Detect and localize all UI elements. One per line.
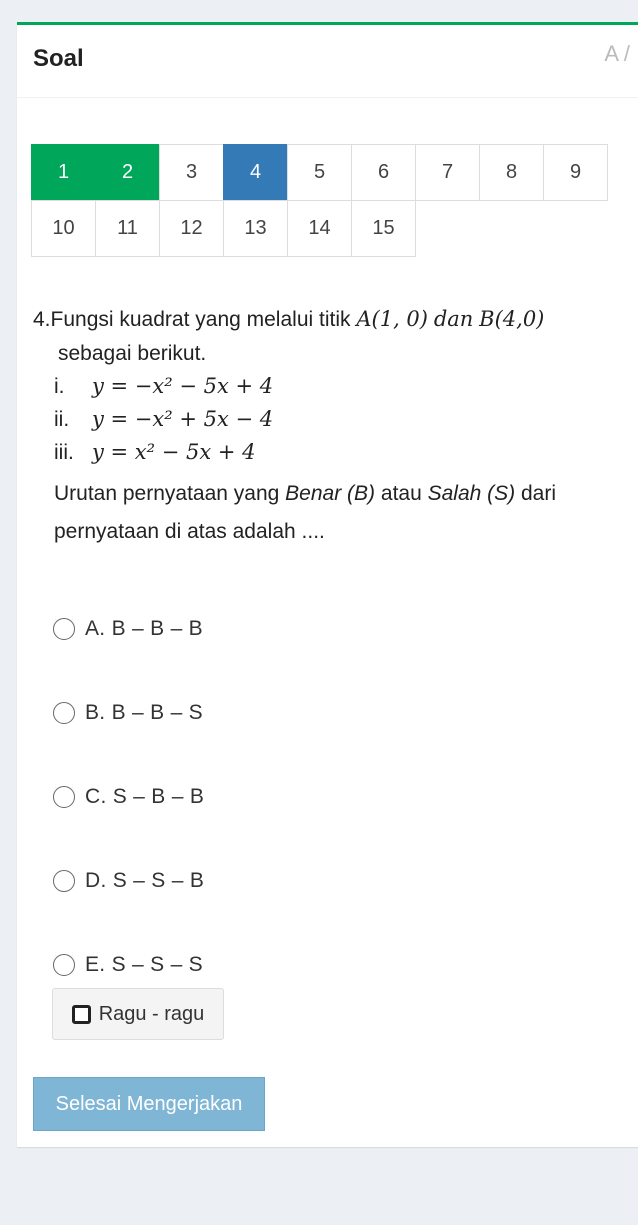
option-label: A. B – B – B xyxy=(85,617,203,640)
connector-word: dan xyxy=(433,307,474,331)
option-label: D. S – S – B xyxy=(85,869,205,892)
answer-option[interactable] xyxy=(53,587,204,671)
question-number: 4. xyxy=(33,308,51,331)
question-nav-2[interactable]: 2 xyxy=(95,144,160,201)
question-stem: Fungsi kuadrat yang melalui titik xyxy=(50,308,351,331)
statement-item xyxy=(33,374,633,399)
statement-list xyxy=(33,374,633,465)
radio-button[interactable] xyxy=(53,870,75,892)
ragu-ragu-button[interactable] xyxy=(52,988,224,1040)
font-size-control[interactable]: A / xyxy=(604,41,630,66)
question-text xyxy=(33,307,633,551)
question-nav-1[interactable]: 1 xyxy=(31,144,96,201)
question-nav-7[interactable]: 7 xyxy=(415,144,480,201)
point-b: B(4,0) xyxy=(479,307,545,331)
statement-formula: y = x² − 5x + 4 xyxy=(92,440,256,464)
answer-option[interactable] xyxy=(53,839,204,923)
prompt-part-3: dari pernyataan di atas adalah .... xyxy=(54,482,557,543)
statement-roman: i. xyxy=(54,375,65,398)
statement-formula: y = −x² + 5x − 4 xyxy=(92,407,274,431)
answer-option[interactable] xyxy=(53,755,204,839)
card-header xyxy=(17,25,638,98)
question-nav-4[interactable]: 4 xyxy=(223,144,288,201)
question-nav-3[interactable]: 3 xyxy=(159,144,224,201)
answer-option[interactable] xyxy=(53,671,204,755)
question-nav-10[interactable]: 10 xyxy=(31,200,96,257)
question-nav-5[interactable]: 5 xyxy=(287,144,352,201)
statement-roman: iii. xyxy=(54,441,74,464)
question-card xyxy=(17,22,638,1147)
statement-item xyxy=(33,440,633,465)
prompt-benar: Benar (B) xyxy=(285,482,376,505)
navigator-row-1 xyxy=(31,144,607,200)
question-nav-15[interactable]: 15 xyxy=(351,200,416,257)
question-nav-9[interactable]: 9 xyxy=(543,144,608,201)
prompt-part-1: Urutan pernyataan yang xyxy=(54,482,280,505)
prompt-part-2: atau xyxy=(380,482,422,505)
question-navigator xyxy=(31,144,607,256)
radio-button[interactable] xyxy=(53,954,75,976)
question-stem-continued: sebagai berikut. xyxy=(58,342,207,365)
question-prompt xyxy=(33,475,633,551)
point-a: A(1, 0) xyxy=(356,307,428,331)
option-label: E. S – S – S xyxy=(85,953,203,976)
statement-formula: y = −x² − 5x + 4 xyxy=(92,374,274,398)
navigator-row-2 xyxy=(31,200,607,256)
answer-options xyxy=(53,587,204,1007)
prompt-salah: Salah (S) xyxy=(427,482,516,505)
option-label: C. S – B – B xyxy=(85,785,205,808)
question-nav-8[interactable]: 8 xyxy=(479,144,544,201)
finish-exam-button[interactable]: Selesai Mengerjakan xyxy=(33,1077,265,1131)
statement-roman: ii. xyxy=(54,408,70,431)
ragu-label: Ragu - ragu xyxy=(98,1002,205,1025)
question-nav-13[interactable]: 13 xyxy=(223,200,288,257)
radio-button[interactable] xyxy=(53,618,75,640)
question-nav-6[interactable]: 6 xyxy=(351,144,416,201)
radio-button[interactable] xyxy=(53,786,75,808)
question-nav-14[interactable]: 14 xyxy=(287,200,352,257)
statement-item xyxy=(33,407,633,432)
radio-button[interactable] xyxy=(53,702,75,724)
checkbox-icon[interactable] xyxy=(72,1005,91,1024)
page-title: Soal xyxy=(33,45,84,72)
question-nav-12[interactable]: 12 xyxy=(159,200,224,257)
question-nav-11[interactable]: 11 xyxy=(95,200,160,257)
option-label: B. B – B – S xyxy=(85,701,203,724)
